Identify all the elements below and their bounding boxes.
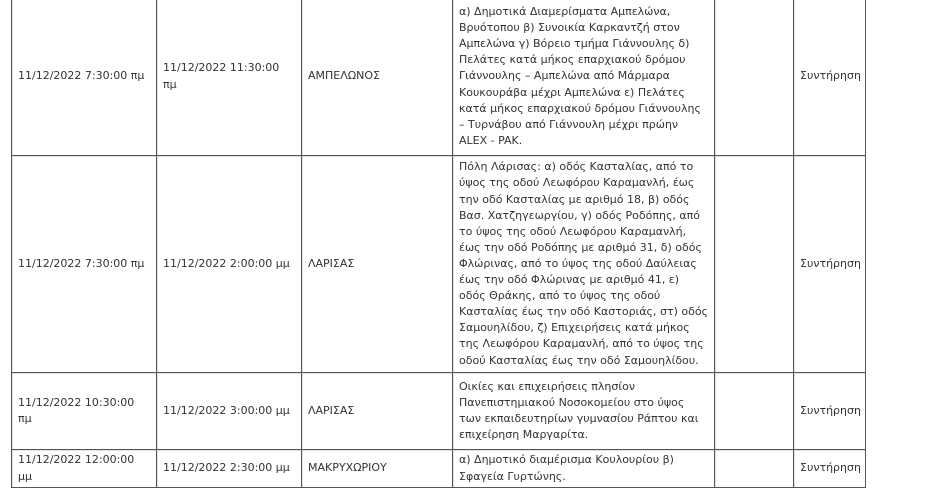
description-cell: Οικίες και επιχειρήσεις πλησίον Πανεπιστημιακού Νοσοκομείου στο ύψος των εκπαιδευτηρίων γυμνασίου Ράπτου και επιχείρηση Μαργαρίτα. <box>453 373 715 450</box>
end-time-cell: 11/12/2022 11:30:00 πμ <box>157 0 302 156</box>
outage-type-cell: Συντήρηση <box>794 450 866 488</box>
start-time-cell: 11/12/2022 7:30:00 πμ <box>12 0 157 156</box>
end-time-cell: 11/12/2022 3:00:00 μμ <box>157 373 302 450</box>
table-row <box>12 0 866 156</box>
empty-cell <box>715 156 794 373</box>
description-cell: α) Δημοτικά Διαμερίσματα Αμπελώνα, Βρυότοπου β) Συνοικία Καρκαντζή στον Αμπελώνα γ) Βόρειο τμήμα Γιάννουλης δ) Πελάτες κατά μήκος επαρχιακού δρόμου Γιάννουλης – Αμπελώνα από Μάρμαρα Κουκουράβα μέχρι Αμπελώνα ε) Πελάτες κατά μήκος επαρχιακού δρόμου Γιάννουλης – Τυρνάβου από Γιάννουλη μέχρι πρώην ALEX - PAK. <box>453 0 715 156</box>
end-time-cell: 11/12/2022 2:00:00 μμ <box>157 156 302 373</box>
empty-cell <box>715 373 794 450</box>
description-cell: Πόλη Λάρισας: α) οδός Κασταλίας, από το ύψος της οδού Λεωφόρου Καραμανλή, έως την οδό Κασταλίας με αριθμό 18, β) οδός Βασ. Χατζηγεωργίου, γ) οδός Ροδόπης, από το ύψος της οδού Λεωφόρου Καραμανλή, έως την οδό Ροδόπης με αριθμό 31, δ) οδός Φλώρινας, από το ύψος της οδού Δαύλειας έως την οδό Φλώρινας με αριθμό 41, ε) οδός Θράκης, από το ύψος της οδού Κασταλίας έως την οδό Καστοριάς, στ) οδός Σαμουηλίδου, ζ) Επιχειρήσεις κατά μήκος της Λεωφόρου Καραμανλή, από το ύψος της οδού Κασταλίας έως την οδό Σαμουηλίδου. <box>453 156 715 373</box>
area-cell: ΜΑΚΡΥΧΩΡΙΟΥ <box>302 450 453 488</box>
start-time-cell: 11/12/2022 12:00:00 μμ <box>12 450 157 488</box>
area-cell: ΛΑΡΙΣΑΣ <box>302 373 453 450</box>
outage-type-cell: Συντήρηση <box>794 373 866 450</box>
table-row <box>12 450 866 488</box>
outage-type-cell: Συντήρηση <box>794 156 866 373</box>
area-cell: ΛΑΡΙΣΑΣ <box>302 156 453 373</box>
empty-cell <box>715 450 794 488</box>
table-row <box>12 156 866 373</box>
description-cell: α) Δημοτικό διαμέρισμα Κουλουρίου β) Σφαγεία Γυρτώνης. <box>453 450 715 488</box>
end-time-cell: 11/12/2022 2:30:00 μμ <box>157 450 302 488</box>
table-row <box>12 373 866 450</box>
area-cell: ΑΜΠΕΛΩΝΟΣ <box>302 0 453 156</box>
start-time-cell: 11/12/2022 10:30:00 πμ <box>12 373 157 450</box>
start-time-cell: 11/12/2022 7:30:00 πμ <box>12 156 157 373</box>
empty-cell <box>715 0 794 156</box>
outage-type-cell: Συντήρηση <box>794 0 866 156</box>
outage-schedule-table <box>11 0 866 488</box>
